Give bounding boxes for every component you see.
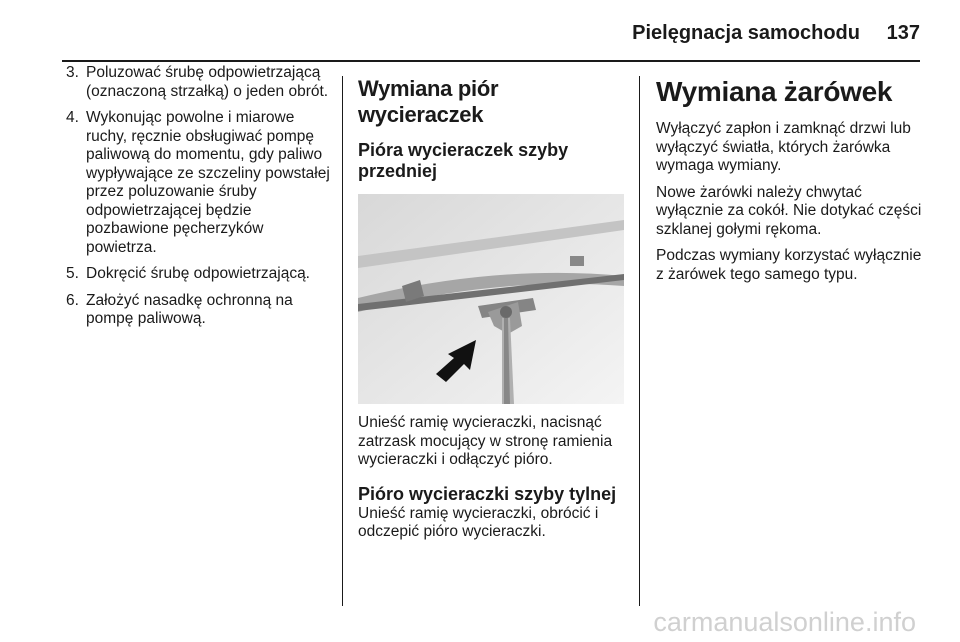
column-2: [358, 76, 626, 542]
column-divider-1: [342, 76, 343, 606]
step-number: 4.: [66, 109, 79, 126]
section-heading-wiper-blades: Wymiana piór wycieraczek: [358, 76, 499, 127]
column-3: [656, 76, 922, 284]
step-item: [66, 265, 330, 284]
step-number: 3.: [66, 64, 79, 81]
section-heading-bulbs: Wymiana żarówek: [656, 76, 893, 107]
step-item: [66, 109, 330, 257]
procedure-steps: [66, 64, 330, 329]
wiper-photo: [358, 194, 624, 404]
page-number: 137: [886, 22, 920, 44]
step-number: 5.: [66, 265, 79, 282]
step-item: [66, 64, 330, 101]
step-text: Założyć nasadkę ochronną na pompę paliwową.: [86, 291, 293, 327]
bulb-paragraph: Nowe żarówki należy chwytać wyłącznie za cokół. Nie dotykać części szklanej gołymi rękoma.: [656, 183, 922, 238]
header-divider: [62, 60, 920, 62]
bulb-paragraph: Podczas wymiany korzystać wyłącznie z żarówek tego samego typu.: [656, 247, 922, 283]
photo-caption: Unieść ramię wycieraczki, nacisnąć zatrzask mocujący w stronę ramienia wycieraczki i odłączyć pióro.: [358, 414, 613, 468]
column-1: [66, 64, 330, 337]
subheading-rear-wiper: Pióro wycieraczki szyby tylnej: [358, 483, 617, 504]
step-text: Wykonując powolne i miarowe ruchy, ręcznie obsługiwać pompę paliwową do momentu, gdy paliwo wypływające ze szczeliny powstałej przez poluzowanie śruby odpowietrzającej będzie pozbawione pęcherzyków powietrza.: [86, 109, 330, 256]
watermark-text: carmanualsonline.info: [653, 607, 916, 637]
step-item: [66, 292, 330, 329]
step-text: Dokręcić śrubę odpowietrzającą.: [86, 265, 310, 282]
rear-wiper-text: Unieść ramię wycieraczki, obrócić i odczepić pióro wycieraczki.: [358, 504, 599, 540]
bulb-paragraph: Wyłączyć zapłon i zamknąć drzwi lub wyłączyć światła, których żarówka wymaga wymiany.: [656, 120, 911, 174]
step-text: Poluzować śrubę odpowietrzającą (oznaczoną strzałką) o jeden obrót.: [86, 64, 329, 100]
page-header-title: Pielęgnacja samochodu: [632, 22, 860, 44]
step-number: 6.: [66, 291, 79, 309]
subheading-front-wiper: Pióra wycieraczek szyby przedniej: [358, 140, 569, 181]
column-divider-2: [639, 76, 640, 606]
